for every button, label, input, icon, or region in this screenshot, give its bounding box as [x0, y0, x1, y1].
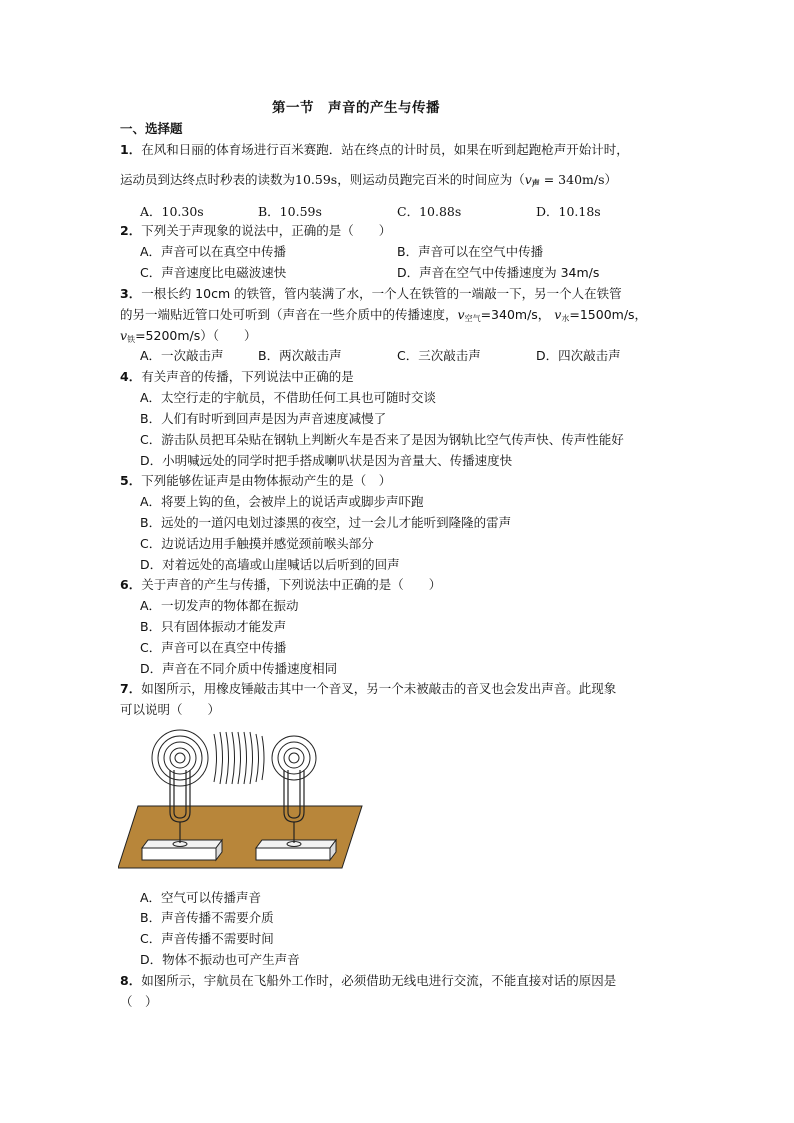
- q7-option-d: D．物体不振动也可产生声音: [140, 952, 300, 967]
- q2-stem: [120, 223, 391, 239]
- q7-number: 7．: [120, 681, 142, 696]
- right-sound-rings: [272, 736, 316, 780]
- q3-number: 3．: [120, 286, 142, 301]
- q8-line1: [120, 973, 616, 989]
- tuning-fork-figure: [118, 722, 368, 874]
- q1-option-b: B．10.59s: [258, 204, 322, 219]
- q3-line3: $v_铁=5200m/s$）（ ）: [120, 328, 257, 344]
- q2-text: 下列关于声现象的说法中，正确的是（ ）: [141, 223, 392, 238]
- section-heading: 一、选择题: [120, 121, 183, 136]
- q7-option-c: C．声音传播不需要时间: [140, 931, 274, 946]
- q1-text-line2b: = 340m/s）: [539, 172, 618, 187]
- q3-line2: 的另一端贴近管口处可听到（声音在一些介质中的传播速度，$v_{空气}=340m/s$， $v_水=1500m/s$，: [120, 307, 648, 323]
- q5-option-c: C．边说话边用手触摸并感觉颈前喉头部分: [140, 536, 374, 551]
- q3-option-d: D．四次敲击声: [536, 348, 621, 363]
- q7-option-b: B．声音传播不需要介质: [140, 910, 274, 925]
- q5-stem: [120, 473, 391, 489]
- q3-line1: [120, 286, 622, 302]
- q6-stem: [120, 577, 441, 593]
- q3-text-line3b: =5200m/s）（ ）: [135, 328, 257, 343]
- q6-option-d: D．声音在不同介质中传播速度相同: [140, 661, 338, 676]
- q4-text: 有关声音的传播，下列说法中正确的是: [141, 369, 354, 384]
- q1-line2: [120, 172, 617, 191]
- q3-text-line2b: =340m/s，: [480, 307, 551, 322]
- q5-option-d: D．对着远处的高墙或山崖喊话以后听到的回声: [140, 557, 400, 572]
- q1-option-c: C．10.88s: [397, 204, 462, 219]
- q2-number: 2．: [120, 223, 142, 238]
- sound-wave-arcs: [214, 732, 264, 784]
- q5-number: 5．: [120, 473, 142, 488]
- q3-option-c: C．三次敲击声: [397, 348, 481, 363]
- q2-option-b: B．声音可以在空气中传播: [397, 244, 544, 259]
- q1-line1: [120, 142, 629, 158]
- q2-option-a: A．声音可以在真空中传播: [140, 244, 287, 259]
- q6-text: 关于声音的产生与传播，下列说法中正确的是（ ）: [141, 577, 442, 592]
- q6-option-c: C．声音可以在真空中传播: [140, 640, 287, 655]
- q3-v2-subscript: 水: [561, 314, 570, 323]
- q3-text-line2c: =1500m/s，: [569, 307, 648, 322]
- q1-text-line1: 在风和日丽的体育场进行百米赛跑．站在终点的计时员，如果在听到起跑枪声开始计时，: [141, 142, 629, 157]
- q7-text-line1: 如图所示，用橡皮锤敲击其中一个音叉，另一个未被敲击的音叉也会发出声音。此现象: [141, 681, 617, 696]
- q3-v1-subscript: 空气: [464, 314, 481, 323]
- q8-line2: （ ）: [120, 994, 158, 1009]
- q3-text-line1: 一根长约 10cm 的铁管，管内装满了水，一个人在铁管的一端敲一下，另一个人在铁管: [141, 286, 622, 301]
- q4-stem: [120, 369, 354, 385]
- q6-number: 6．: [120, 577, 142, 592]
- q6-option-b: B．只有固体振动才能发声: [140, 619, 287, 634]
- q5-option-a: A．将要上钩的鱼，会被岸上的说话声或脚步声吓跑: [140, 494, 424, 509]
- q5-text: 下列能够佐证声是由物体振动产生的是（ ）: [141, 473, 392, 488]
- q4-option-b: B．人们有时听到回声是因为声音速度减慢了: [140, 411, 387, 426]
- q6-option-a: A．一切发声的物体都在振动: [140, 598, 299, 613]
- left-sound-rings: [152, 730, 208, 786]
- page-title: 第一节 声音的产生与传播: [272, 100, 440, 116]
- q1-text-line2a: 运动员到达终点时秒表的读数为10.59s，则运动员跑完百米的时间应为（: [120, 172, 525, 187]
- q7-line1: [120, 681, 616, 697]
- q1-number: 1．: [120, 142, 142, 157]
- q7-line2: 可以说明（ ）: [120, 702, 221, 717]
- q2-option-d: D．声音在空气中传播速度为 34m/s: [397, 265, 600, 280]
- q3-text-line2a: 的另一端贴近管口处可听到（声音在一些介质中的传播速度，: [120, 307, 458, 322]
- q3-v3-subscript: 铁: [127, 335, 136, 344]
- q5-option-b: B．远处的一道闪电划过漆黑的夜空，过一会儿才能听到隆隆的雷声: [140, 515, 512, 530]
- q1-option-a: A．10.30s: [140, 204, 204, 219]
- q1-option-d: D．10.18s: [536, 204, 601, 219]
- q8-text-line1: 如图所示，宇航员在飞船外工作时，必须借助无线电进行交流，不能直接对话的原因是: [141, 973, 617, 988]
- q4-option-a: A．太空行走的宇航员，不借助任何工具也可随时交谈: [140, 390, 437, 405]
- q3-option-b: B．两次敲击声: [258, 348, 342, 363]
- q3-option-a: A．一次敲击声: [140, 348, 224, 363]
- q1-v-subscript: 声: [531, 178, 540, 188]
- q8-number: 8．: [120, 973, 142, 988]
- q4-option-c: C．游击队员把耳朵贴在钢轨上判断火车是否来了是因为钢轨比空气传声快、传声性能好: [140, 432, 624, 447]
- q7-option-a: A．空气可以传播声音: [140, 890, 262, 905]
- q2-option-c: C．声音速度比电磁波速快: [140, 265, 287, 280]
- q4-number: 4．: [120, 369, 142, 384]
- q4-option-d: D．小明喊远处的同学时把手搭成喇叭状是因为音量大、传播速度快: [140, 453, 513, 468]
- q1-v-symbol: v: [524, 172, 532, 187]
